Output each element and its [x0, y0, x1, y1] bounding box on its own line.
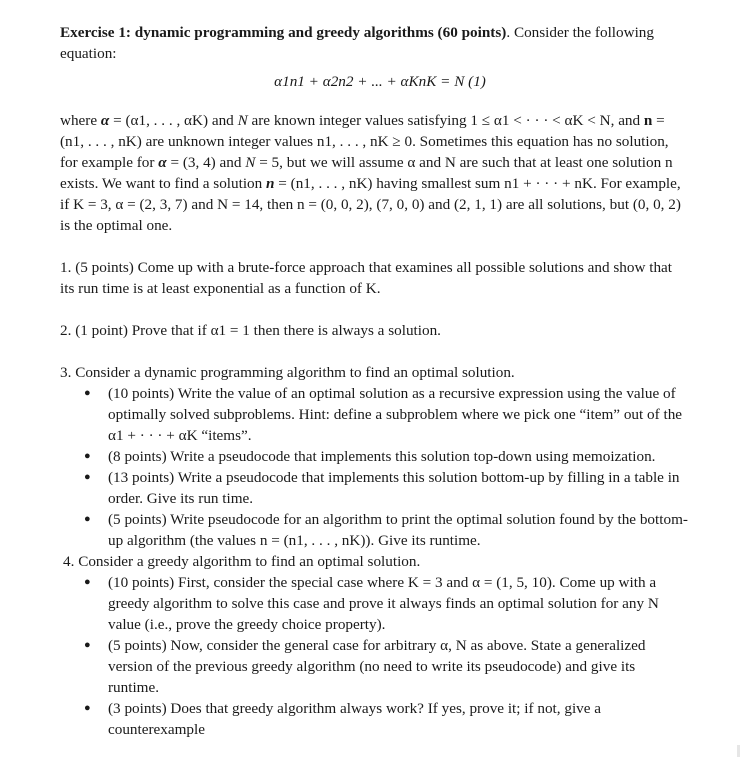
intro-text: = 5, but we will assume α and N are such that at least one solution n exists. We want to find a solution: [60, 154, 673, 192]
question-4-heading: 4. Consider a greedy algorithm to find an optimal solution.: [63, 553, 421, 570]
list-item: ● (5 points) Write pseudocode for an algorithm to print the optimal solution found by the bottom-up algorithm (the values n = (n1, . . . , nK)). Give its runtime.: [108, 509, 690, 551]
list-item: ● (10 points) First, consider the special case where K = 3 and α = (1, 5, 10). Come up with a greedy algorithm to solve this case and prove it always finds an optimal solution for any N value (i.e., prove the greedy choice property).: [108, 572, 690, 635]
scrollbar-thumb[interactable]: [737, 745, 740, 757]
list-item: ● (10 points) Write the value of an optimal solution as a recursive expression using the value of optimally solved subproblems. Hint: define a subproblem where we pick one “item” out of the α1 + · · · + αK “items”.: [108, 383, 690, 446]
intro-N: N: [237, 112, 248, 129]
question-1: 1. (5 points) Come up with a brute-force approach that examines all possible solutions and show that its run time is at least exponential as a function of K.: [60, 259, 673, 297]
intro-text: = (α1, . . . , αK) and: [109, 112, 238, 129]
exercise-title-rest: . Consider the following equation:: [60, 24, 654, 62]
question-2: 2. (1 point) Prove that if α1 = 1 then there is always a solution.: [60, 322, 441, 339]
question-3-heading: 3. Consider a dynamic programming algorithm to find an optimal solution.: [60, 364, 515, 381]
intro-alpha: α: [100, 112, 110, 129]
intro-N: N: [245, 154, 256, 171]
intro-text: are known integer values satisfying 1 ≤ α1 < · · · < αK < N, and: [247, 112, 644, 129]
list-item: ● (8 points) Write a pseudocode that implements this solution top-down using memoization.: [108, 446, 690, 467]
equation: α1n1 + α2n2 + ... + αKnK = N (1): [274, 73, 486, 90]
exercise-title-bold: Exercise 1: dynamic programming and greedy algorithms (60 points): [60, 24, 507, 41]
intro-n: n: [643, 112, 653, 129]
intro-paragraph: [60, 110, 690, 236]
intro-text: = (3, 4) and: [166, 154, 246, 171]
question-3-list: [60, 383, 690, 551]
intro-text: where: [60, 112, 101, 129]
intro-text: = (n1, . . . , nK) are unknown integer values n1, . . . , nK ≥ 0. Sometimes this equation has no solution, for example for: [60, 112, 669, 171]
exercise-document: [60, 22, 690, 740]
exercise-title: [60, 22, 690, 64]
list-item: ● (5 points) Now, consider the general case for arbitrary α, N as above. State a generalized version of the previous greedy algorithm (no need to write its pseudocode) and give its runtime.: [108, 635, 690, 698]
intro-text: = (n1, . . . , nK) having smallest sum n1 + · · · + nK. For example, if K = 3, α = (2, 3, 7) and N = 14, then n = (0, 0, 2), (7, 0, 0) and (2, 1, 1) are all solutions, but (0, 0, 2) is the optimal one.: [60, 175, 681, 234]
intro-n: n: [266, 175, 275, 192]
question-4-list: [60, 572, 690, 740]
list-item: ● (3 points) Does that greedy algorithm always work? If yes, prove it; if not, give a counterexample: [108, 698, 690, 740]
intro-alpha: α: [158, 154, 167, 171]
list-item: ● (13 points) Write a pseudocode that implements this solution bottom-up by filling in a table in order. Give its run time.: [108, 467, 690, 509]
